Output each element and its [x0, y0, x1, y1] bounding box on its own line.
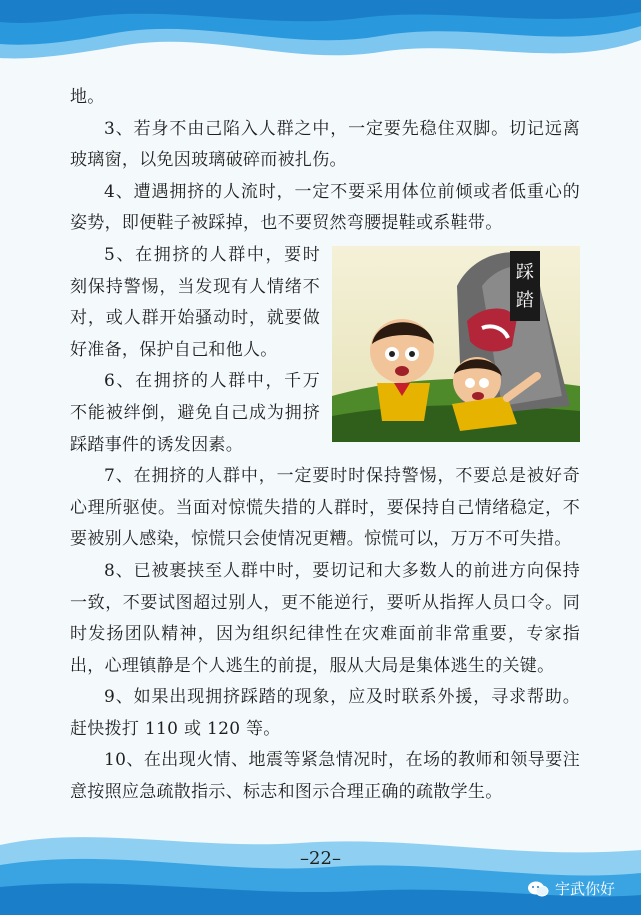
paragraph-item-3: 3、若身不由己陷入人群之中，一定要先稳住双脚。切记远离玻璃窗，以免因玻璃破碎而被扎伤。	[70, 118, 580, 171]
page-number: –22–	[300, 848, 341, 869]
paragraph-item-6: 6、在拥挤的人群中，千万不能被绊倒，避免自己成为拥挤踩踏事件的诱发因素。	[70, 371, 320, 455]
paragraph-item-4: 4、遭遇拥挤的人流时，一定不要采用体位前倾或者低重心的姿势，即便鞋子被踩掉，也不要贸然弯腰提鞋或系鞋带。	[70, 181, 580, 234]
paragraph-item-7: 7、在拥挤的人群中，一定要时时保持警惕，不要总是被好奇心理所驱使。当面对惊慌失措的人群时，要保持自己情绪稳定，不要被别人感染，惊慌只会使情况更糟。惊慌可以，万万不可失措。	[70, 466, 580, 550]
paragraph-item-5: 5、在拥挤的人群中，要时刻保持警惕，当发现有人情绪不对，或人群开始骚动时，就要做好准备，保护自己和他人。	[70, 244, 320, 360]
paragraph-item-8: 8、已被裹挟至人群中时，要切记和大多数人的前进方向保持一致，不要试图超过别人，更不能逆行，要听从指挥人员口令。同时发扬团队精神，因为组织纪律性在灾难面前非常重要，专家指出，心理镇静是个人逃生的前提，服从大局是集体逃生的关键。	[70, 560, 580, 676]
illustration-label-1: 踩	[515, 261, 535, 283]
paragraph-item-9: 9、如果出现拥挤踩踏的现象，应及时联系外援，寻求帮助。赶快拨打 110 或 120 等。	[70, 687, 580, 739]
watermark	[527, 878, 615, 899]
wechat-icon	[527, 880, 549, 898]
watermark-text: 宇武你好	[554, 880, 615, 898]
top-wave-decoration	[0, 0, 641, 95]
paragraph-item-10: 10、在出现火情、地震等紧急情况时，在场的教师和领导要注意按照应急疏散指示、标志和图示合理正确的疏散学生。	[70, 750, 580, 803]
illustration-label-2: 踏	[515, 289, 535, 311]
article-body	[70, 82, 580, 809]
stampede-illustration	[332, 246, 580, 442]
paragraph-1: 地。	[70, 87, 105, 107]
